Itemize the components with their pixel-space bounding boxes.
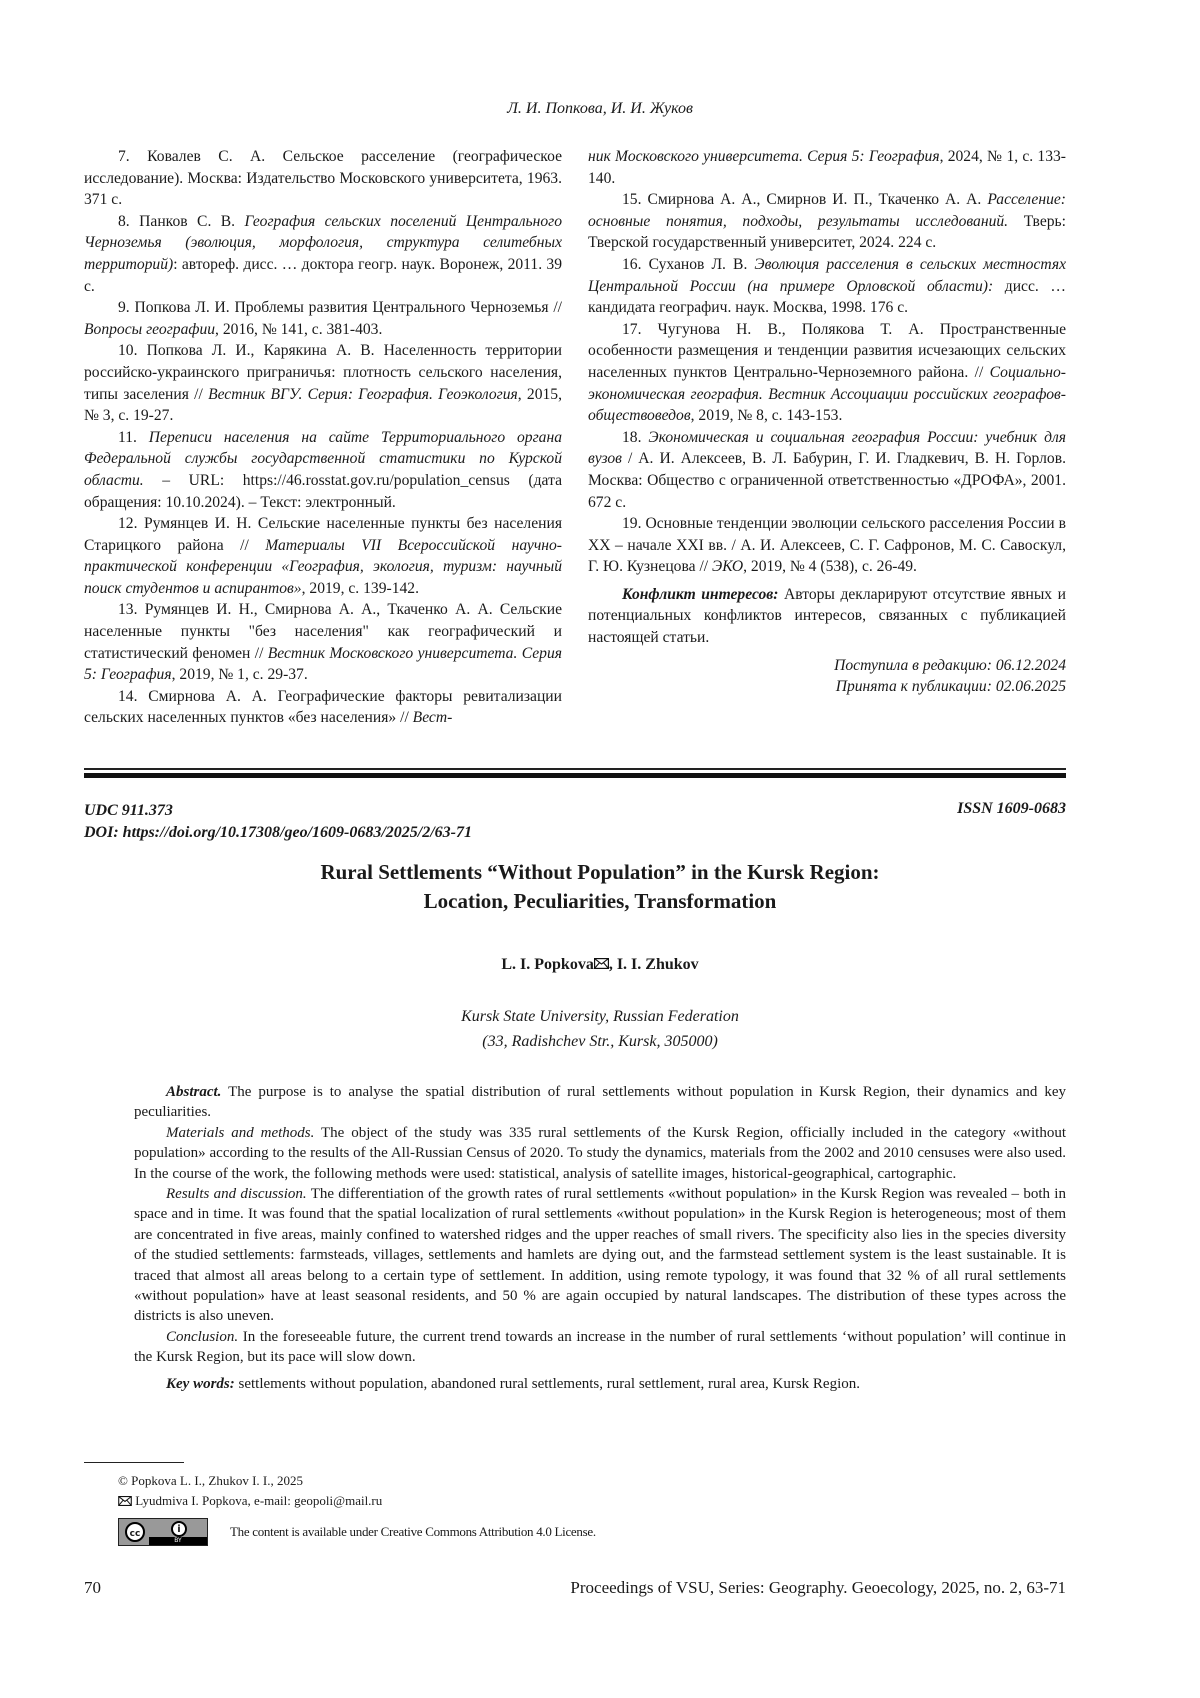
abstract-paragraph <box>134 1082 1066 1123</box>
text: : автореф. дисс. … доктора геогр. наук. Воронеж, 2011. 39 с. <box>84 256 562 295</box>
reference-item <box>588 146 1066 189</box>
emphasis-text: География сельских поселений Центрального Черноземья (эволюция, морфология, структура селитебных территорий) <box>84 213 562 273</box>
envelope-icon <box>594 958 609 969</box>
emphasis-text: Вопросы географии <box>84 321 215 338</box>
text: 8. Панков С. В. <box>118 213 245 230</box>
affiliation <box>0 1004 1200 1054</box>
reference-item <box>84 599 562 685</box>
article-identifiers <box>84 800 472 844</box>
attribution-person-icon: i <box>171 1521 187 1537</box>
reference-item <box>84 297 562 340</box>
divider-thick <box>84 773 1066 778</box>
text: 16. Суханов Л. В. <box>622 256 754 273</box>
text: , 2024, № 1, с. 133-140. <box>588 148 1066 187</box>
running-header: Л. И. Попкова, И. И. Жуков <box>0 100 1200 118</box>
page-number: 70 <box>84 1578 101 1598</box>
submission-dates <box>588 655 1066 698</box>
reference-item <box>588 254 1066 319</box>
emphasis-text: ЭКО <box>712 558 743 575</box>
cc-icon: cc <box>125 1522 145 1542</box>
reference-item <box>588 189 1066 254</box>
emphasis-text: Социально-экономическая география. Вестник Ассоциации российских географов-обществоведов <box>588 364 1066 424</box>
text: 9. Попкова Л. И. Проблемы развития Центрального Черноземья // <box>118 299 562 316</box>
text: 13. Румянцев И. Н., Смирнова А. А., Ткаченко А. А. Сельские населенные пункты "без населения" как географический и статистический феномен // <box>84 601 562 661</box>
emphasis-text: Конфликт интересов: <box>622 586 778 603</box>
doi-link[interactable]: DOI: https://doi.org/10.17308/geo/1609-0683/2025/2/63-71 <box>84 822 472 844</box>
footnote-copyright: © Popkova L. I., Zhukov I. I., 2025 <box>118 1472 303 1490</box>
reference-item <box>84 211 562 297</box>
emphasis-text: Вестник Московского университета. Серия 5: География <box>84 645 562 684</box>
text: settlements without population, abandoned rural settlements, rural settlement, rural area, Kursk Region. <box>235 1376 860 1392</box>
reference-item <box>588 513 1066 578</box>
text: The object of the study was 335 rural settlements of the Kursk Region, officially included in the category «without population» according to the results of the All-Russian Census of 2020. To study the dynamics, materials from the 2002 and 2010 censuses were also used. In the course of the work, the following methods were used: statistical, analysis of satellite images, historical-geographical, cartographic. <box>134 1125 1066 1182</box>
text: Тверь: Тверской государственный университет, 2024. 224 с. <box>588 213 1066 252</box>
text: , 2019, № 4 (538), с. 26-49. <box>743 558 917 575</box>
footnote-rule <box>84 1462 184 1463</box>
license-text: The content is available under Creative Commons Attribution 4.0 License. <box>230 1524 596 1540</box>
text: , 2019, № 8, с. 143-153. <box>691 407 843 424</box>
title-line-2: Location, Peculiarities, Transformation <box>0 887 1200 916</box>
text: 15. Смирнова А. А., Смирнов И. П., Ткаченко А. А. <box>622 191 987 208</box>
reference-item <box>588 427 1066 513</box>
text: 11. <box>118 429 149 446</box>
reference-item <box>84 146 562 211</box>
text: In the foreseeable future, the current trend towards an increase in the number of rural settlements ‘without population’ will continue in the Kursk Region, but its pace will slow down. <box>134 1329 1066 1365</box>
reference-item <box>588 319 1066 427</box>
accepted-date: Принята к публикации: 02.06.2025 <box>588 676 1066 698</box>
text: 17. Чугунова Н. В., Полякова Т. А. Пространственные особенности размещения и тенденции развития исчезающих сельских населенных пунктов Центрально-Черноземного района. // <box>588 321 1066 381</box>
by-label: BY <box>149 1537 207 1545</box>
emphasis-text: Materials and methods. <box>166 1125 314 1141</box>
text: 12. Румянцев И. Н. Сельские населенные пункты без населения Старицкого района // <box>84 515 562 554</box>
footnote-contact <box>118 1492 382 1510</box>
divider-thin <box>84 768 1066 770</box>
text: , 2019, № 1, с. 29-37. <box>172 666 308 683</box>
emphasis-text: Эволюция расселения в сельских местностях Центральной России (на примере Орловской области): <box>588 256 1066 295</box>
emphasis-text: Conclusion. <box>166 1329 238 1345</box>
reference-item <box>84 340 562 426</box>
emphasis-text: Экономическая и социальная география России: учебник для вузов <box>588 429 1066 468</box>
issn: ISSN 1609-0683 <box>957 800 1066 818</box>
text: 18. <box>622 429 648 446</box>
text: 19. Основные тенденции эволюции сельского расселения России в XX – начале XXI вв. / А. И. Алексеев, С. Г. Сафронов, М. С. Савоскул, Г. Ю. Кузнецова // <box>588 515 1066 575</box>
reference-item <box>84 513 562 599</box>
emphasis-text: Вест- <box>413 709 453 726</box>
cc-by-license-badge[interactable] <box>118 1518 208 1546</box>
abstract-paragraph <box>134 1123 1066 1184</box>
emphasis-text: ник Московского университета. Серия 5: География <box>588 148 940 165</box>
authors <box>0 956 1200 974</box>
affiliation-line-2: (33, Radishchev Str., Kursk, 305000) <box>0 1029 1200 1054</box>
text: , 2015, № 3, с. 19-27. <box>84 386 562 425</box>
emphasis-text: Переписи населения на сайте Территориального органа Федеральной службы государственной статистики по Курской области. <box>84 429 562 489</box>
text: Авторы декларируют отсутствие явных и потенциальных конфликтов интересов, связанных с публикацией настоящей статьи. <box>588 586 1066 646</box>
abstract-paragraph <box>134 1184 1066 1327</box>
journal-footer: Proceedings of VSU, Series: Geography. Geoecology, 2025, no. 2, 63-71 <box>570 1578 1066 1598</box>
reference-item <box>84 427 562 513</box>
emphasis-text: Results and discussion. <box>166 1186 307 1202</box>
envelope-icon <box>118 1496 132 1506</box>
text: , 2016, № 141, с. 381-403. <box>215 321 382 338</box>
text: The differentiation of the growth rates of rural settlements «without population» in the Kursk Region was revealed – both in space and in time. It was found that the spatial localization of rural settlements «without population» in the Kursk Region is heterogeneous; most of them are concentrated in five areas, mainly confined to watershed ridges and the upper reaches of small rivers. The specificity also lies in the species diversity of the studied settlements: farmsteads, villages, settlements and hamlets are dying out, and the farmstead settlement system is the least sustainable. It is traced that almost all areas belong to a certain type of settlement. In addition, using remote typology, it was found that 32 % of all rural settlements «without population» have at least seasonal residents, and 50 % are again occupied by natural landscapes. The distribution of these types across the districts is also uneven. <box>134 1186 1066 1324</box>
text: дисс. … кандидата географич. наук. Москва, 1998. 176 с. <box>588 278 1066 317</box>
article-title <box>0 858 1200 916</box>
references-left-column <box>84 146 562 729</box>
reference-item <box>588 584 1066 649</box>
received-date: Поступила в редакцию: 06.12.2024 <box>588 655 1066 677</box>
emphasis-text: Расселение: основные понятия, подходы, результаты исследований. <box>588 191 1066 230</box>
text: / А. И. Алексеев, В. Л. Бабурин, Г. И. Гладкевич, В. Н. Горлов. Москва: Общество с ограниченной ответственностью «ДРОФА», 2001. 672 с. <box>588 450 1066 510</box>
title-line-1: Rural Settlements “Without Population” in the Kursk Region: <box>0 858 1200 887</box>
text: 14. Смирнова А. А. Географические факторы ревитализации сельских населенных пунктов «без населения» // <box>84 688 562 727</box>
text: 7. Ковалев С. А. Сельское расселение (географическое исследование). Москва: Издательство Московского университета, 1963. 371 с. <box>84 148 562 208</box>
udc-code: UDC 911.373 <box>84 800 472 822</box>
abstract-paragraph <box>134 1374 1066 1394</box>
emphasis-text: Abstract. <box>166 1084 221 1100</box>
text: , 2019, с. 139-142. <box>302 580 419 597</box>
author-2: , I. I. Zhukov <box>609 956 699 973</box>
references-right-column <box>588 146 1066 698</box>
emphasis-text: Вестник ВГУ. Серия: География. Геоэкология <box>208 386 518 403</box>
author-1: L. I. Popkova <box>501 956 593 973</box>
abstract-paragraph <box>134 1327 1066 1368</box>
text: – URL: https://46.rosstat.gov.ru/population_census (дата обращения: 10.10.2024). – Текст: электронный. <box>84 472 562 511</box>
text: 10. Попкова Л. И., Карякина А. В. Населенность территории российско-украинского приграничья: плотность сельского населения, типы заселения // <box>84 342 562 402</box>
emphasis-text: Key words: <box>166 1376 235 1392</box>
contact-text: Lyudmiva I. Popkova, e-mail: geopoli@mail.ru <box>135 1493 382 1508</box>
abstract <box>134 1082 1066 1394</box>
reference-item <box>84 686 562 729</box>
text: The purpose is to analyse the spatial distribution of rural settlements without population in Kursk Region, their dynamics and key peculiarities. <box>134 1084 1066 1120</box>
affiliation-line-1: Kursk State University, Russian Federation <box>0 1004 1200 1029</box>
emphasis-text: Материалы VII Всероссийской научно-практической конференции «География, экология, туризм: научный поиск студентов и аспирантов» <box>84 537 562 597</box>
